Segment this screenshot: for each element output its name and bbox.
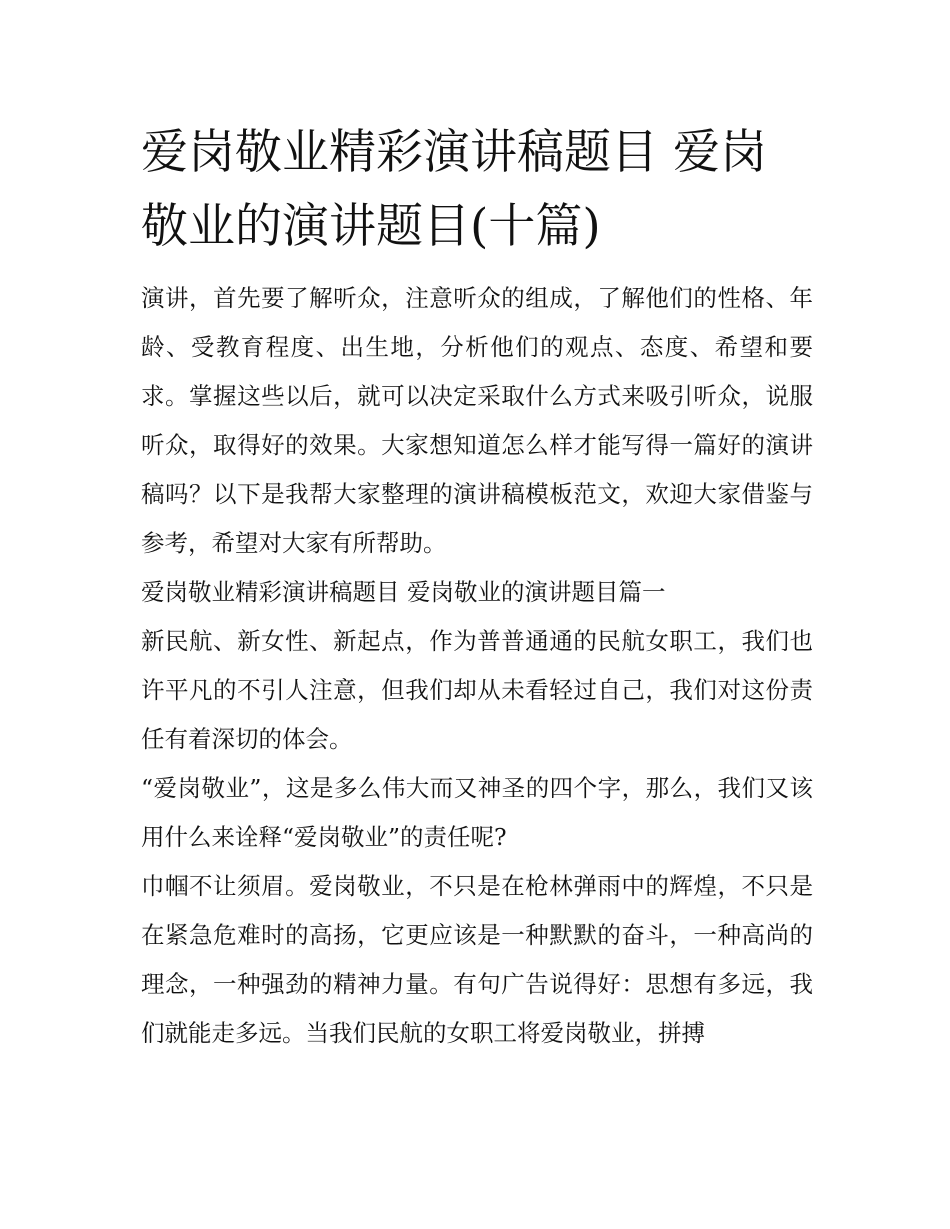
- document-title: 爱岗敬业精彩演讲稿题目 爱岗敬业的演讲题目(十篇): [141, 125, 767, 254]
- section-heading: 爱岗敬业精彩演讲稿题目 爱岗敬业的演讲题目篇一: [141, 578, 666, 606]
- body-paragraph: “爱岗敬业”，这是多么伟大而又神圣的四个字，那么，我们又该用什么来诠释“爱岗敬业”的责任呢?: [141, 774, 813, 851]
- body-paragraph: 巾帼不让须眉。爱岗敬业，不只是在枪林弹雨中的辉煌，不只是在紧急危难时的高扬，它更应该是一种默默的奋斗，一种高尚的理念，一种强劲的精神力量。有句广告说得好：思想有多远，我们就能走多远。当我们民航的女职工将爱岗敬业，拼搏: [141, 872, 813, 1047]
- body-paragraph: 新民航、新女性、新起点，作为普普通通的民航女职工，我们也许平凡的不引人注意，但我们却从未看轻过自己，我们对这份责任有着深切的体会。: [141, 627, 813, 753]
- document-body: [141, 116, 813, 1058]
- intro-paragraph: 演讲，首先要了解听众，注意听众的组成，了解他们的性格、年龄、受教育程度、出生地，分析他们的观点、态度、希望和要求。掌握这些以后，就可以决定采取什么方式来吸引听众，说服听众，取得好的效果。大家想知道怎么样才能写得一篇好的演讲稿吗？以下是我帮大家整理的演讲稿模板范文，欢迎大家借鉴与参考，希望对大家有所帮助。: [141, 284, 813, 557]
